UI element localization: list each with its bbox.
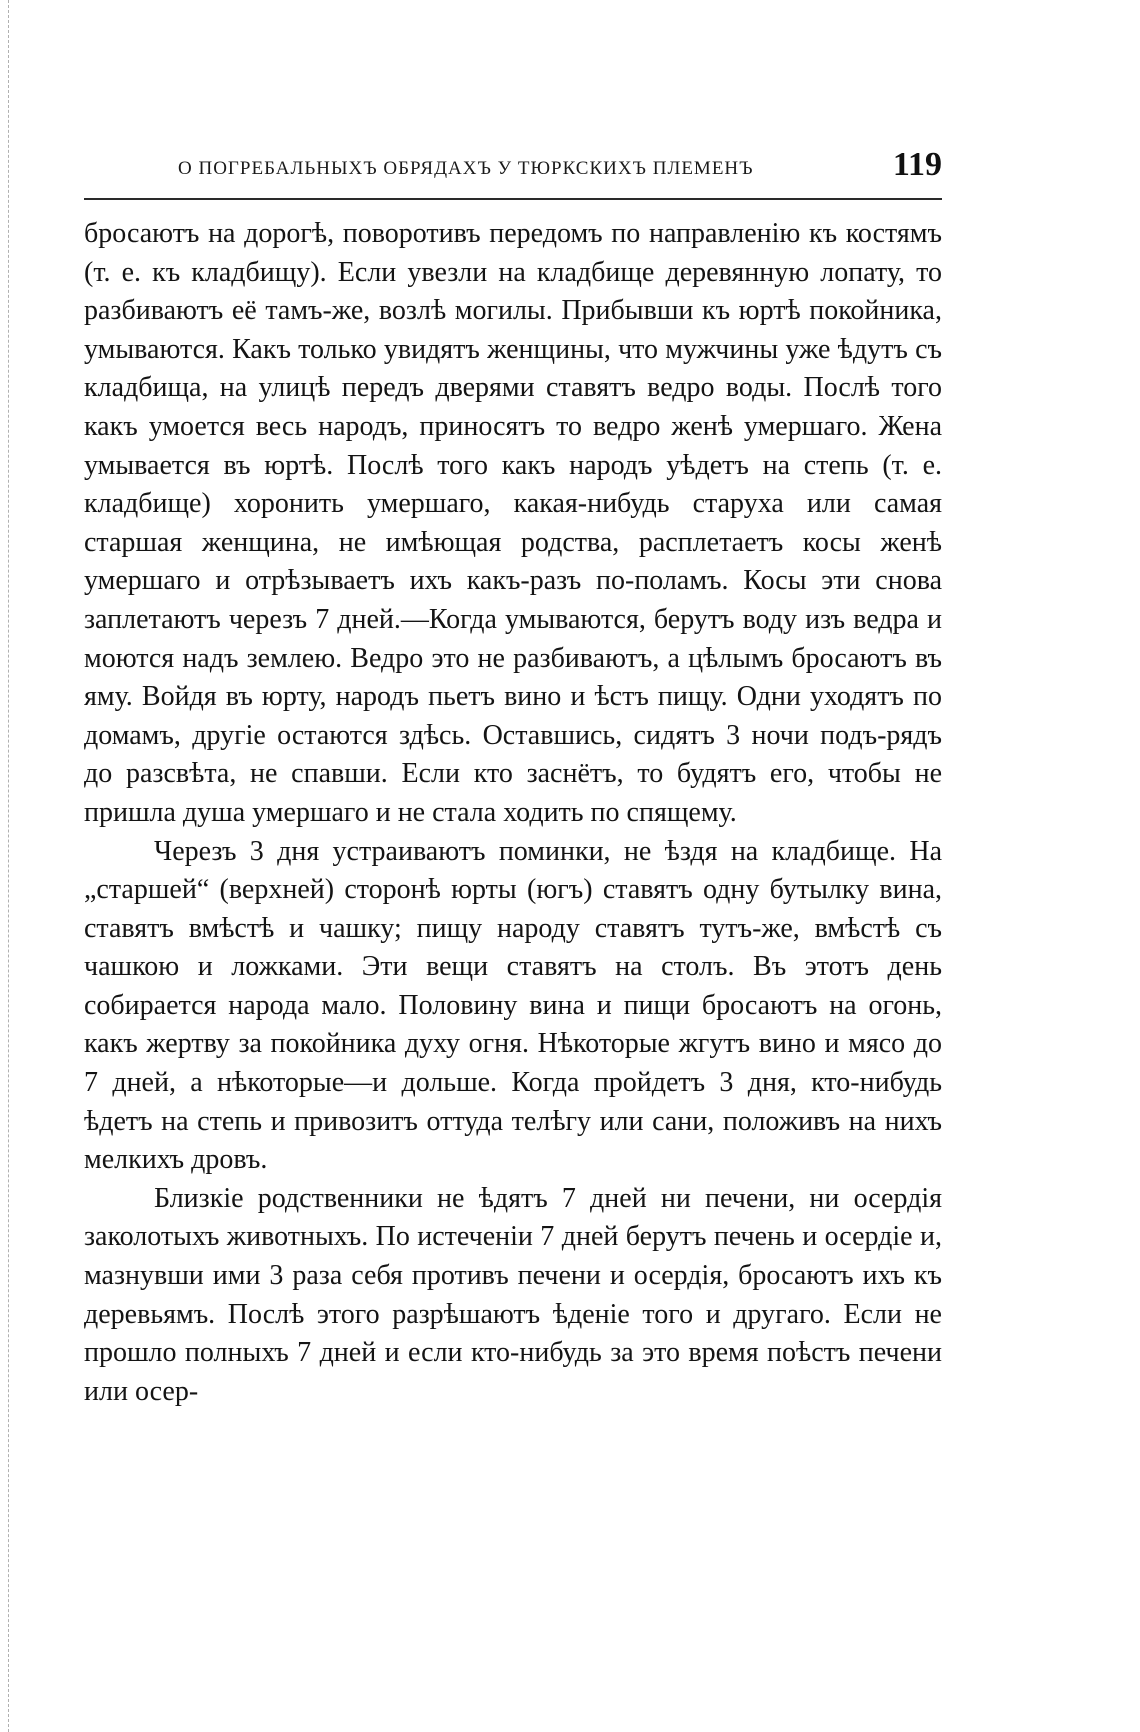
header-rule — [84, 198, 942, 200]
paragraph: Близкіе родственники не ѣдятъ 7 дней ни печени, ни осердія заколотыхъ животныхъ. По истеченіи 7 дней берутъ печень и осердіе и, мазнувши ими 3 раза себя противъ печени и осердія, бросаютъ ихъ къ деревьямъ. Послѣ этого разрѣшаютъ ѣденіе того и другаго. Если не прошло полныхъ 7 дней и если кто-нибудь за это время поѣстъ печени или осер- — [84, 1182, 942, 1407]
scan-edge-line — [8, 0, 9, 1732]
running-title: О ПОГРЕБАЛЬНЫХЪ ОБРЯДАХЪ У ТЮРКСКИХЪ ПЛЕМЕНЪ — [178, 158, 754, 179]
page-number: 119 — [892, 146, 942, 183]
paragraph: бросаютъ на дорогѣ, поворотивъ передомъ по направленію къ костямъ (т. е. къ кладбищу). Если увезли на кладбище деревянную лопату, то разбиваютъ её тамъ-же, возлѣ могилы. Прибывши къ юртѣ покойника, умываются. Какъ только увидятъ женщины, что мужчины уже ѣдутъ съ кладбища, на улицѣ передъ дверями ставятъ ведро воды. Послѣ того какъ умоется весь народъ, приносятъ то ведро женѣ умершаго. Жена умывается въ юртѣ. Послѣ того какъ народъ уѣдетъ на степь (т. е. кладбище) хоронить умершаго, какая-нибудь старуха или самая старшая женщина, не имѣющая родства, расплетаетъ косы женѣ умершаго и отрѣзываетъ ихъ какъ-разъ по-поламъ. Косы эти снова заплетаютъ черезъ 7 дней.—Когда умываются, берутъ воду изъ ведра и моются надъ землею. Ведро это не разбиваютъ, а цѣлымъ бросаютъ въ яму. Войдя въ юрту, народъ пьетъ вино и ѣстъ пищу. Одни уходятъ по домамъ, другіе остаются здѣсь. Оставшись, сидятъ 3 ночи подъ-рядъ до разсвѣта, не спавши. Если кто заснётъ, то будятъ его, чтобы не пришла душа умершаго и не стала ходить по спящему. — [84, 218, 942, 828]
paragraph: Черезъ 3 дня устраиваютъ поминки, не ѣздя на кладбище. На „старшей“ (верхней) сторонѣ юрты (югъ) ставятъ одну бутылку вина, ставятъ вмѣстѣ и чашку; пищу народу ставятъ тутъ-же, вмѣстѣ съ чашкою и ложками. Эти вещи ставятъ на столъ. Въ этотъ день собирается народа мало. Половину вина и пищи бросаютъ на огонь, какъ жертву за покойника духу огня. Нѣкоторые жгутъ вино и мясо до 7 дней, а нѣкоторые—и дольше. Когда пройдетъ 3 дня, кто-нибудь ѣдетъ на степь и привозитъ оттуда телѣгу или сани, положивъ на нихъ мелкихъ дровъ. — [84, 835, 942, 1176]
body-text — [84, 215, 942, 1411]
page-header — [84, 142, 942, 192]
